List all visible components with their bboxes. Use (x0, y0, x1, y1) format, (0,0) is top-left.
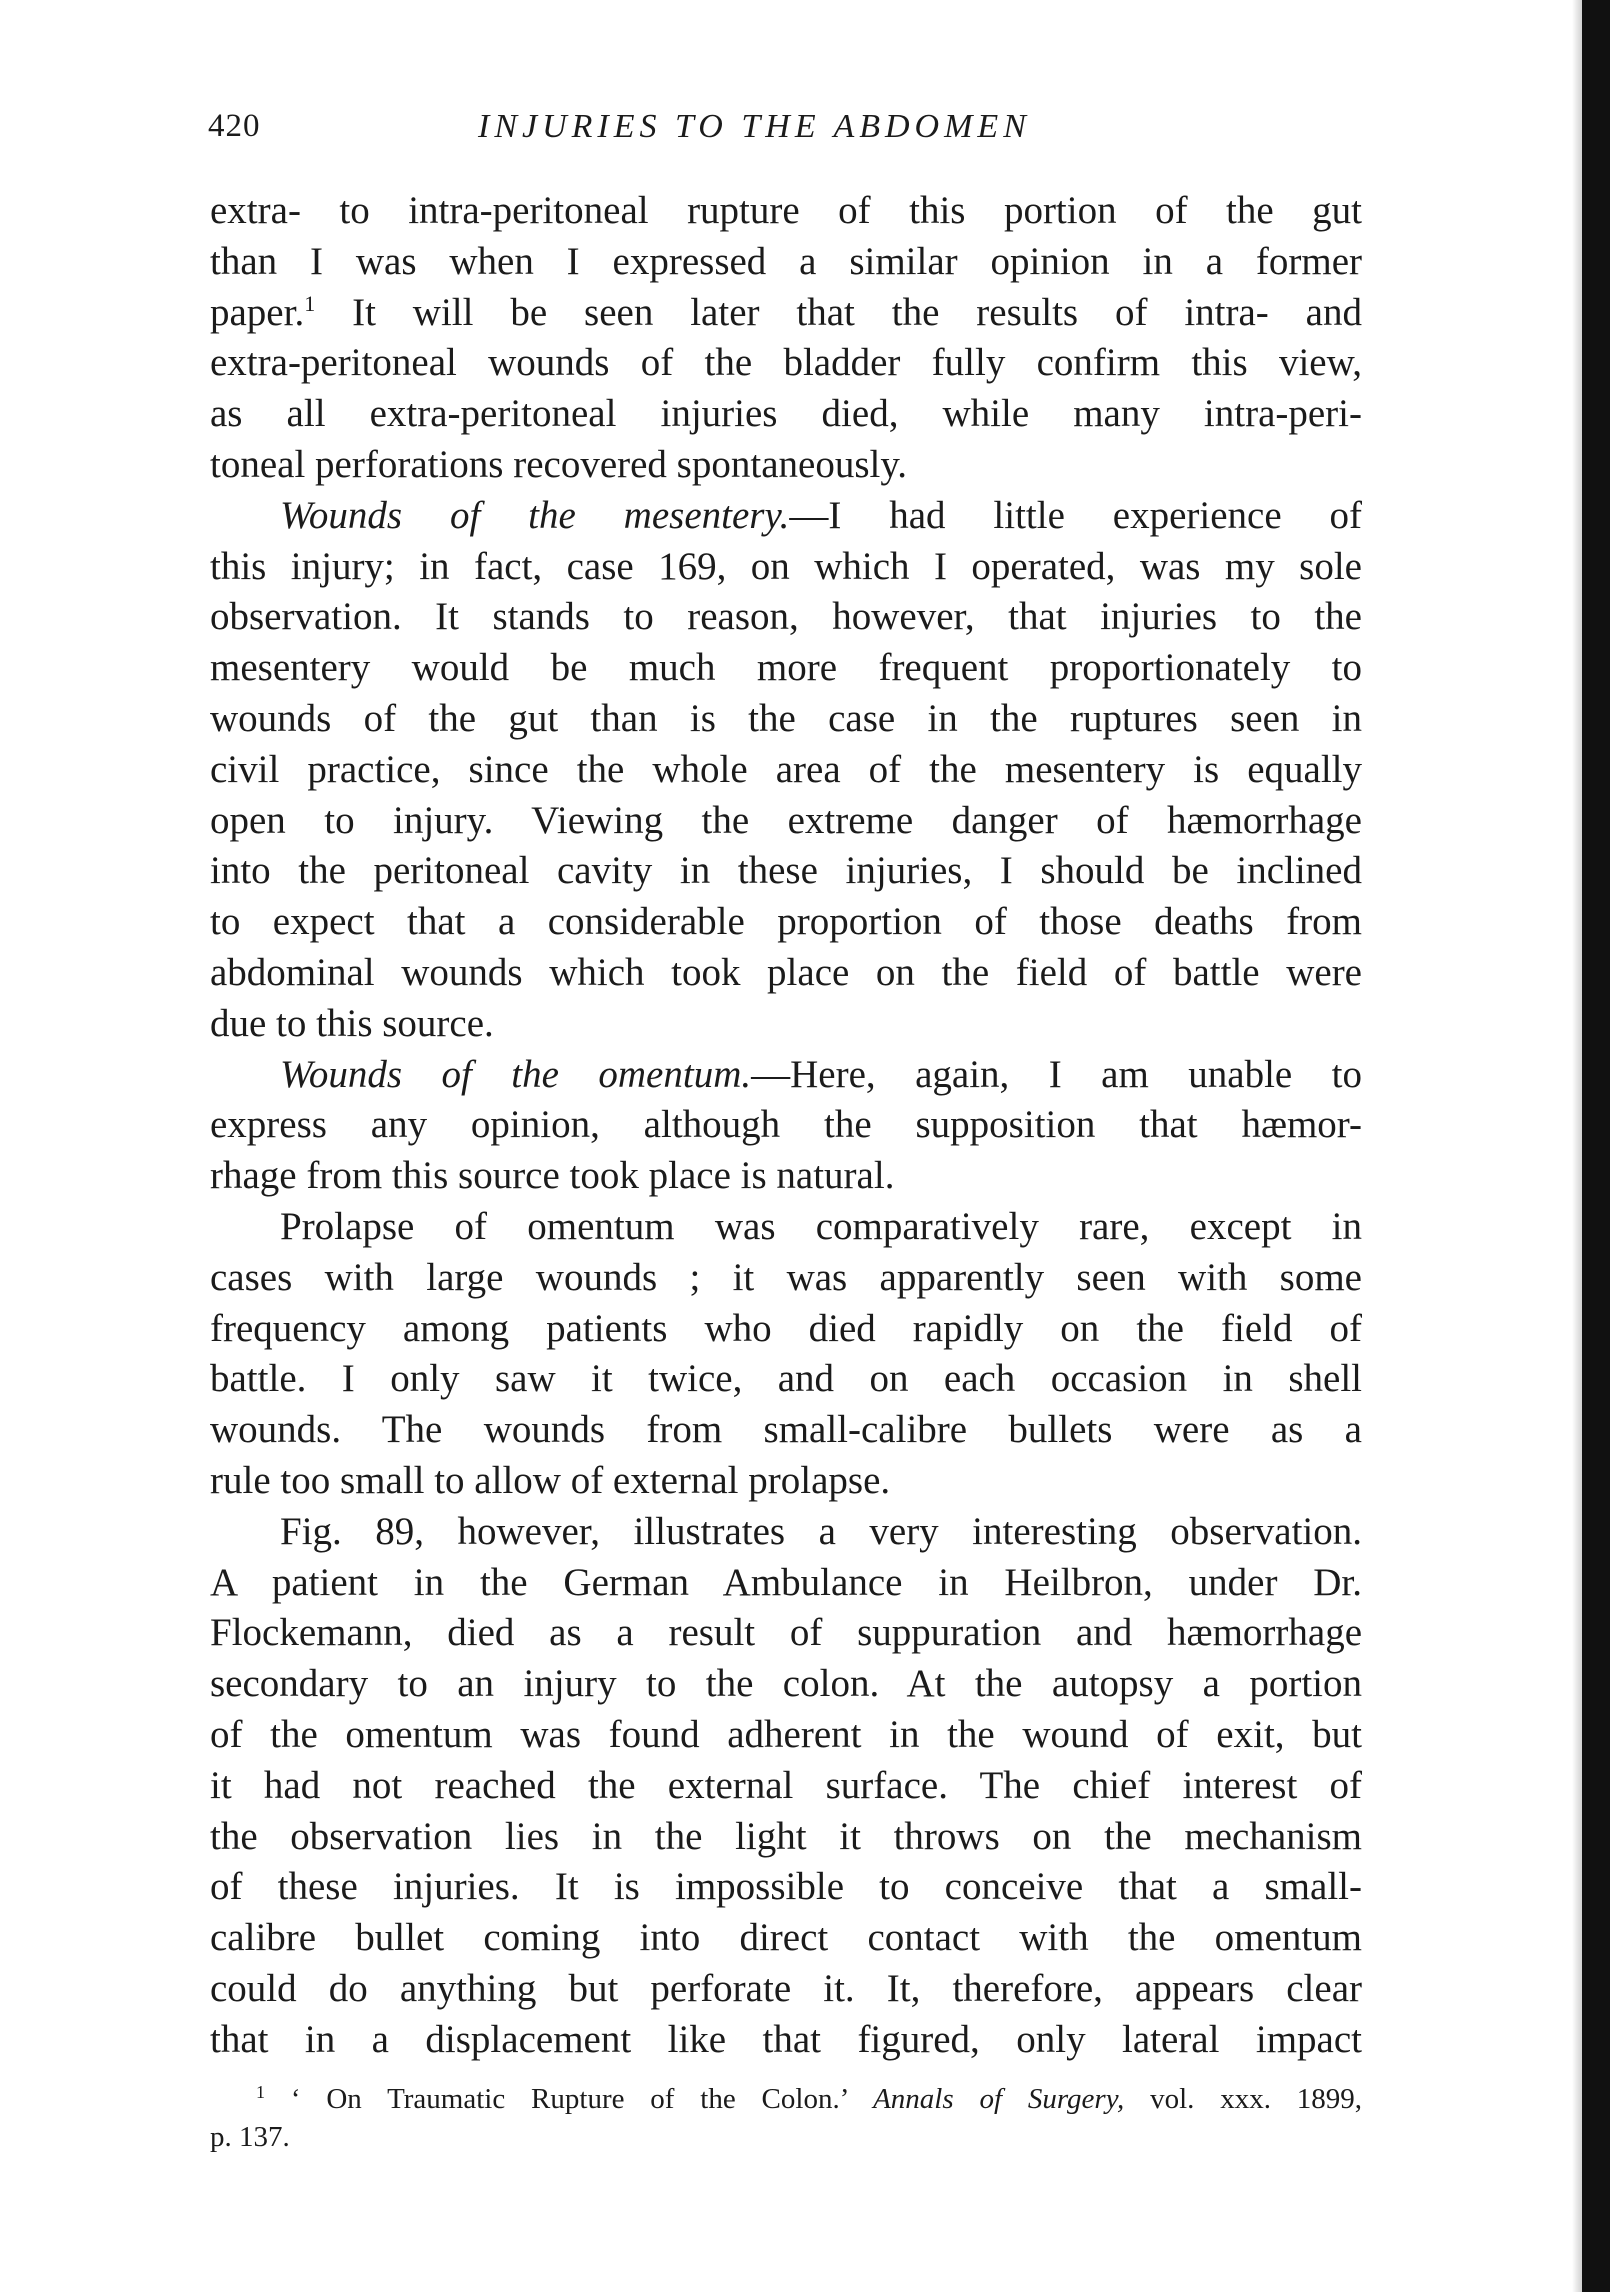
text-segment: paper. (210, 290, 305, 334)
binding-edge (1582, 0, 1610, 2292)
text-line: of these injuries. It is impossible to conceive that a small- (210, 1865, 1362, 1909)
text-segment: —I had little experience of (789, 493, 1362, 537)
footnote-line (210, 2080, 1362, 2118)
text-line: secondary to an injury to the colon. At the autopsy a portion (210, 1662, 1362, 1706)
binding-shadow (1572, 0, 1582, 2292)
text-line: due to this source. (210, 1001, 494, 1045)
footnote-marker: 1 (256, 2082, 265, 2102)
text-line: Prolapse of omentum was comparatively rare, except in (280, 1204, 1362, 1248)
text-line: into the peritoneal cavity in these injuries, I should be inclined (210, 849, 1362, 893)
text-segment: It will be seen later that the results of intra- and (315, 290, 1362, 334)
page-number: 420 (208, 108, 261, 144)
text-line: calibre bullet coming into direct contact with the omentum (210, 1916, 1362, 1960)
text-line: wounds of the gut than is the case in the ruptures seen in (210, 696, 1362, 740)
text-line: Fig. 89, however, illustrates a very interesting observation. (280, 1509, 1362, 1553)
text-line: A patient in the German Ambulance in Heilbron, under Dr. (210, 1560, 1362, 1604)
text-line: frequency among patients who died rapidly on the field of (210, 1306, 1362, 1350)
text-line: it had not reached the external surface. The chief interest of (210, 1763, 1362, 1807)
text-line: than I was when I expressed a similar opinion in a former (210, 239, 1362, 283)
footnote-volume: vol. xxx. 1899, (1150, 2083, 1363, 2115)
text-line: toneal perforations recovered spontaneously. (210, 442, 908, 486)
footnote-title: ‘ On Traumatic Rupture of the Colon.’ (290, 2083, 848, 2115)
text-line: to expect that a considerable proportion of those deaths from (210, 900, 1362, 944)
running-title: INJURIES TO THE ABDOMEN (478, 108, 1031, 145)
footnote-line: p. 137. (210, 2121, 290, 2153)
footnote-reference: 1 (304, 290, 316, 316)
footnote-journal: Annals of Surgery, (873, 2083, 1125, 2115)
body-text (210, 186, 1362, 2065)
text-line: wounds. The wounds from small-calibre bullets were as a (210, 1408, 1362, 1452)
text-line: as all extra-peritoneal injuries died, while many intra-peri- (210, 392, 1362, 436)
text-line: battle. I only saw it twice, and on each occasion in shell (210, 1357, 1362, 1401)
text-line (210, 1050, 1362, 1101)
text-line: express any opinion, although the supposition that hæmor- (210, 1103, 1362, 1147)
text-line: mesentery would be much more frequent proportionately to (210, 646, 1362, 690)
text-line: civil practice, since the whole area of the mesentery is equally (210, 747, 1362, 791)
section-heading-omentum: Wounds of the omentum. (280, 1052, 752, 1096)
text-line: that in a displacement like that figured, only lateral impact (210, 2017, 1362, 2061)
text-line: rhage from this source took place is natural. (210, 1154, 895, 1198)
text-line: open to injury. Viewing the extreme danger of hæmorrhage (210, 798, 1362, 842)
text-line: Flockemann, died as a result of suppuration and hæmorrhage (210, 1611, 1362, 1655)
text-line: cases with large wounds ; it was apparently seen with some (210, 1255, 1362, 1299)
text-segment: —Here, again, I am unable to (751, 1052, 1362, 1096)
section-heading-mesentery: Wounds of the mesentery. (280, 493, 790, 537)
running-head (208, 108, 1368, 154)
text-line (210, 491, 1362, 542)
text-line: abdominal wounds which took place on the field of battle were (210, 950, 1362, 994)
footnote (210, 2080, 1362, 2156)
text-line: of the omentum was found adherent in the wound of exit, but (210, 1712, 1362, 1756)
text-line: extra- to intra-peritoneal rupture of this portion of the gut (210, 189, 1362, 232)
text-line: rule too small to allow of external prolapse. (210, 1458, 891, 1502)
text-line: this injury; in fact, case 169, on which I operated, was my sole (210, 544, 1362, 588)
text-line: extra-peritoneal wounds of the bladder fully confirm this view, (210, 341, 1362, 385)
text-line: could do anything but perforate it. It, therefore, appears clear (210, 1966, 1362, 2010)
text-line (210, 288, 1362, 339)
text-line: the observation lies in the light it throws on the mechanism (210, 1814, 1362, 1858)
text-line: observation. It stands to reason, however, that injuries to the (210, 595, 1362, 639)
